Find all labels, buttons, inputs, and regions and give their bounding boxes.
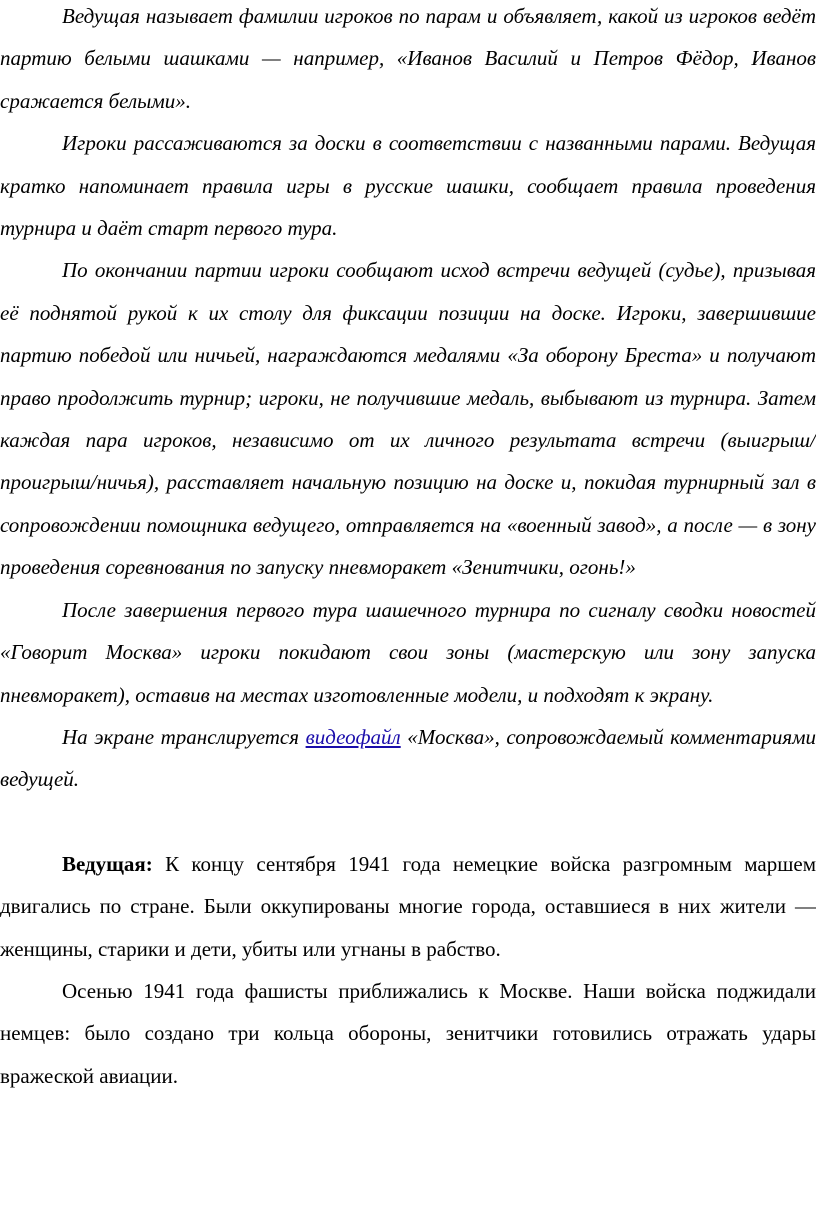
paragraph-3: По окончании партии игроки сообщают исход встречи ведущей (судье), призывая её поднятой рукой к их столу для фиксации позиции на доске. Игроки, завершившие партию победой или ничьей, награждаются медалями «За оборону Бреста» и получают право продолжить турнир; игроки, не получившие медаль, выбывают из турнира. Затем каждая пара игроков, независимо от их личного результата встречи (выигрыш/проигрыш/ничья), расставляет начальную позицию на доске и, покидая турнирный зал в сопровождении помощника ведущего, отправляется на «военный завод», а после — в зону проведения соревнования по запуску пневморакет «Зенитчики, огонь!» (0, 258, 816, 580)
paragraph-5-before: На экране транслируется (62, 724, 306, 749)
paragraph-spacer (0, 801, 816, 843)
paragraph-6-text: К концу сентября 1941 года немецкие войска разгромным маршем двигались по стране. Были оккупированы многие города, оставшиеся в них жители — женщины, старики и дети, убиты или угнаны в рабство. (0, 851, 816, 961)
paragraph-5 (0, 716, 816, 801)
paragraph-1: Ведущая называет фамилии игроков по парам и объявляет, какой из игроков ведёт партию белыми шашками — например, «Иванов Василий и Петров Фёдор, Иванов сражается белыми». (0, 4, 816, 113)
video-file-link[interactable]: видеофайл (305, 724, 401, 749)
paragraph-7: Осенью 1941 года фашисты приближались к Москве. Наши войска поджидали немцев: было создано три кольца обороны, зенитчики готовились отражать удары вражеской авиации. (0, 978, 816, 1088)
paragraph-2: Игроки рассаживаются за доски в соответствии с названными парами. Ведущая кратко напоминает правила игры в русские шашки, сообщает правила проведения турнира и даёт старт первого тура. (0, 131, 816, 241)
paragraph-5-after: «Москва», сопровождаемый комментариями ведущей. (0, 724, 816, 792)
speaker-label: Ведущая: (62, 851, 153, 876)
paragraph-4: После завершения первого тура шашечного турнира по сигналу сводки новостей «Говорит Москва» игроки покидают свои зоны (мастерскую или зону запуска пневморакет), оставив на местах изготовленные модели, и подходят к экрану. (0, 597, 816, 707)
paragraph-6 (0, 843, 816, 970)
